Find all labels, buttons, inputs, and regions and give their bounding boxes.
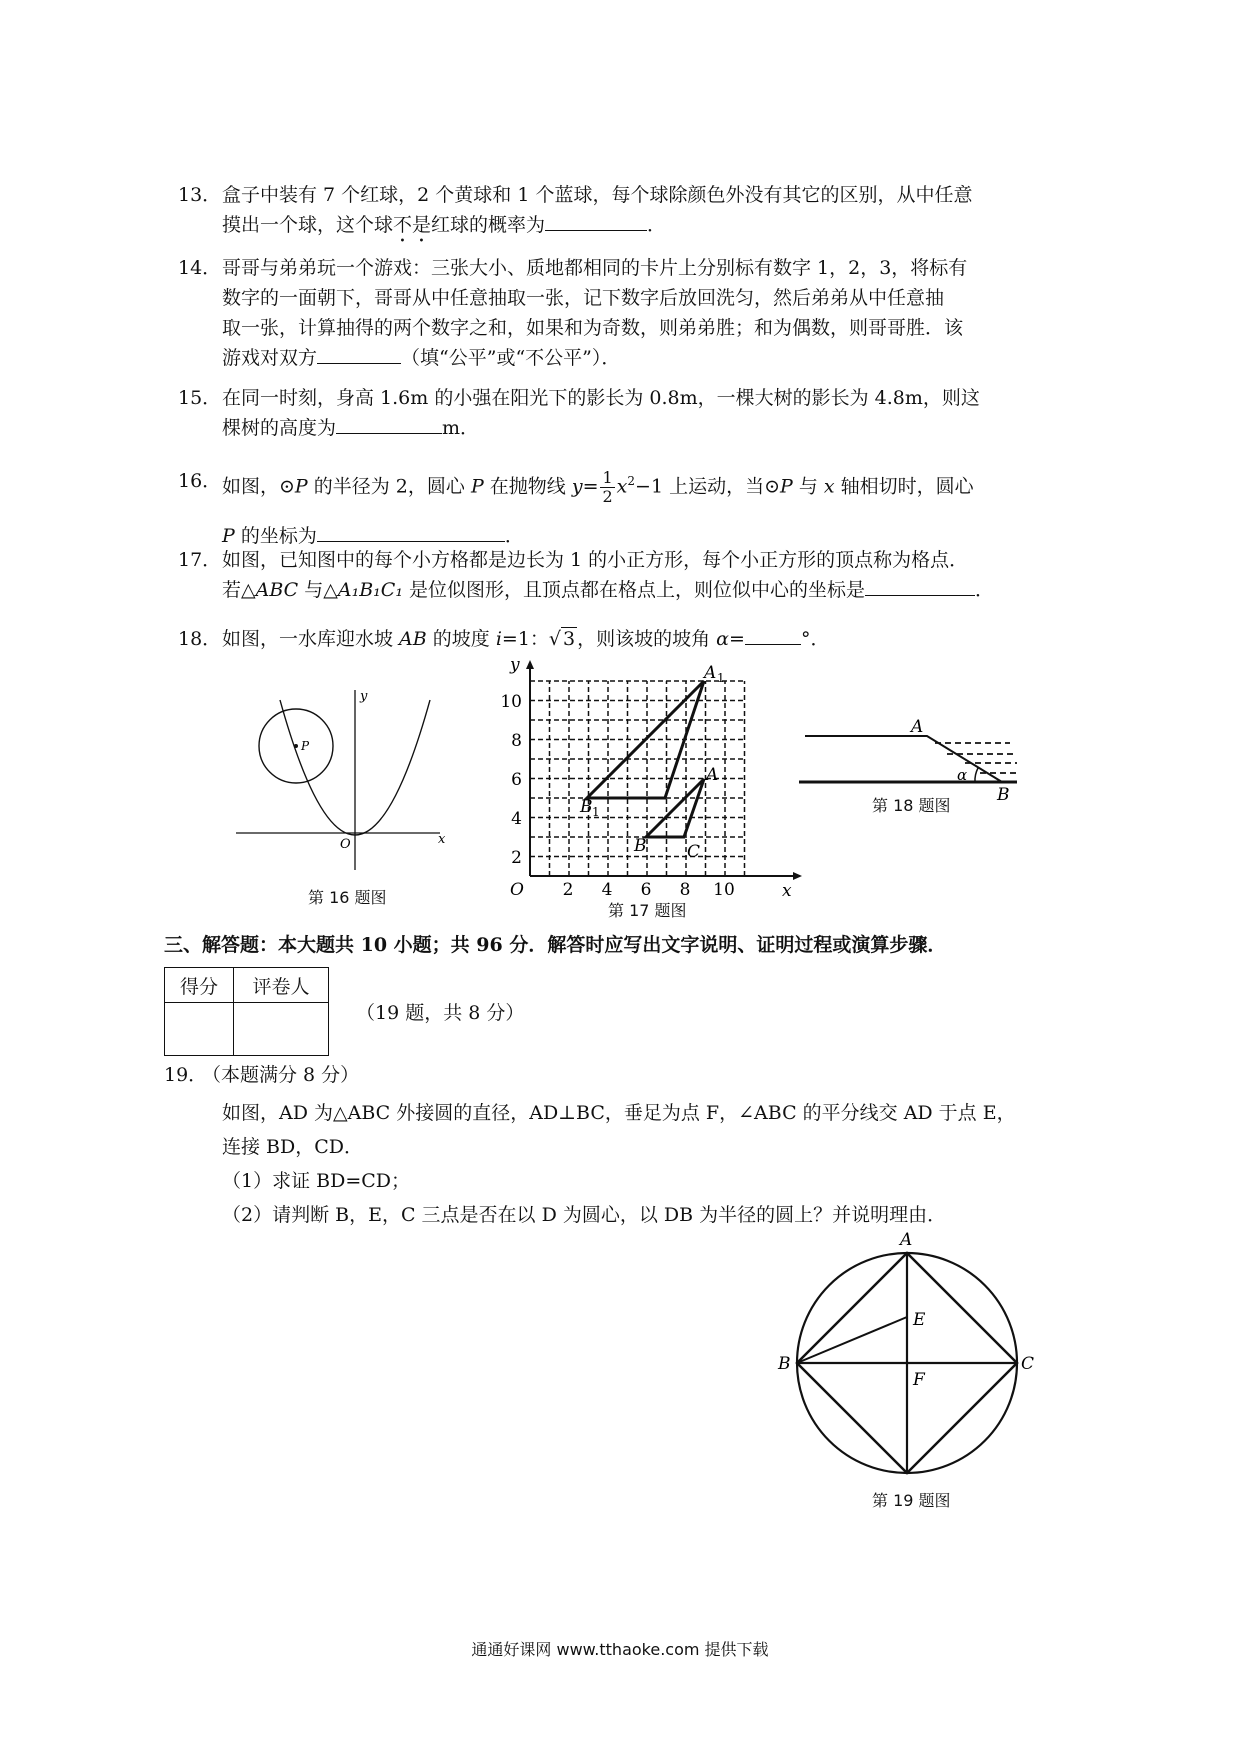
figure-16-caption: 第 16 题图 [308, 888, 387, 907]
y-label: y [510, 655, 520, 675]
triangle-abc [646, 779, 704, 837]
answer-blank[interactable] [317, 523, 505, 542]
figure-19 [775, 1225, 1035, 1475]
variable-i: i [495, 628, 502, 650]
question-text: 与 [792, 475, 824, 498]
exponent: 2 [627, 474, 636, 488]
point-c-label: C [687, 842, 701, 862]
bisector-be [797, 1317, 907, 1363]
variable-p: P [470, 475, 484, 498]
variable-p: P [222, 525, 235, 548]
numerator: 1 [602, 467, 613, 487]
triangle-a1b1c1: A₁B₁C₁ [337, 579, 403, 601]
dam-top-and-slope [805, 736, 1002, 782]
question-text: 在抛物线 [483, 475, 572, 498]
point-a1-label: A [704, 663, 717, 683]
angle-arc [975, 768, 978, 782]
question-heading: （本题满分 8 分） [202, 1064, 360, 1086]
question-text: 如图，一水库迎水坡 [222, 628, 400, 650]
figure-19-caption: 第 19 题图 [872, 1491, 951, 1510]
y-arrow [526, 660, 534, 669]
origin-label: O [510, 880, 524, 900]
point-p-label: P [301, 739, 310, 753]
score-note: （19 题，共 8 分） [356, 1002, 525, 1024]
question-text: 游戏对双方 [222, 347, 318, 369]
x-label: x [782, 881, 792, 900]
question-text: 盒子中装有 7 个红球，2 个黄球和 1 个蓝球，每个球除颜色外没有其它的区别，从中任意 [222, 184, 973, 206]
question-15 [178, 383, 1068, 443]
point-b1-label: B [580, 797, 593, 817]
question-text: 如图，⊙ [222, 475, 295, 498]
fraction [600, 469, 614, 506]
equals-sign: = [729, 628, 745, 650]
figure-18-caption: 第 18 题图 [872, 796, 951, 815]
sqrt-radicand: 3 [563, 628, 576, 650]
answer-blank[interactable] [865, 577, 975, 596]
point-b-label: B [634, 836, 647, 856]
y-tick-label: 2 [511, 848, 522, 868]
figure-17 [490, 650, 810, 900]
variable-x: x [823, 475, 835, 498]
sub-question-1: （1）求证 BD=CD； [222, 1170, 411, 1192]
grader-header: 评卷人 [234, 968, 329, 1003]
question-text: 数字的一面朝下，哥哥从中任意抽取一张，记下数字后放回洗匀，然后弟弟从中任意抽 [222, 287, 945, 309]
question-18: 18． 如图，一水库迎水坡 AB 的坡度 i=1：√ 3 ，则该坡的坡角 α= °． [178, 624, 1068, 654]
question-text: 的坡度 [426, 628, 496, 650]
y-tick-label: 10 [500, 692, 522, 712]
grader-cell[interactable] [234, 1003, 329, 1056]
question-text: 连接 BD，CD． [222, 1136, 364, 1158]
denominator: 2 [602, 486, 613, 506]
question-number: 16． [178, 470, 222, 492]
question-13 [178, 180, 1068, 247]
point-b-label: B [778, 1354, 791, 1374]
question-text: 是位似图形，且顶点都在格点上，则位似中心的坐标是 [402, 579, 865, 601]
y-tick-label: 8 [511, 731, 522, 751]
question-19 [164, 1060, 1054, 1090]
center-point [294, 744, 298, 748]
subscript: 1 [717, 671, 725, 685]
answer-blank[interactable] [336, 415, 442, 434]
answer-blank[interactable] [317, 345, 401, 364]
question-text: 红球的概率为 [431, 214, 546, 236]
question-number: 17． [178, 549, 222, 571]
question-text: °． [800, 628, 830, 650]
equals-sign: = [582, 475, 599, 498]
question-text: 哥哥与弟弟玩一个游戏：三张大小、质地都相同的卡片上分别标有数字 1，2，3，将标有 [222, 257, 968, 279]
score-cell[interactable] [165, 1003, 234, 1056]
score-header: 得分 [165, 968, 234, 1003]
section-heading: 三、解答题：本大题共 10 小题；共 96 分．解答时应写出文字说明、证明过程或演算步骤． [164, 934, 947, 956]
question-number: 14． [178, 257, 222, 279]
segment-ab: AB [399, 628, 427, 650]
answer-blank[interactable] [545, 212, 647, 231]
punctuation: ． [647, 214, 667, 236]
subscript: 1 [592, 805, 600, 819]
footer-credit: 通通好课网 www.tthaoke.com 提供下载 [471, 1640, 769, 1659]
emphasized-text: 不是 [393, 214, 432, 236]
y-label: y [360, 689, 368, 704]
question-text: 若△ [222, 579, 256, 601]
variable-alpha: α [716, 628, 730, 650]
question-number: 15． [178, 387, 222, 409]
question-text: 的半径为 2，圆心 [307, 475, 471, 498]
question-14 [178, 253, 1068, 373]
question-16 [178, 458, 1068, 551]
figure-17-caption: 第 17 题图 [608, 901, 687, 920]
variable-p: P [780, 475, 793, 498]
question-text: 如图，AD 为△ABC 外接圆的直径，AD⊥BC，垂足为点 F，∠ABC 的平分线交 AD 于点 E， [222, 1102, 1016, 1124]
origin-label: O [340, 837, 351, 852]
point-a-label: A [900, 1230, 913, 1250]
question-number: 19． [164, 1064, 208, 1086]
question-text: 如图，已知图中的每个小方格都是边长为 1 的小正方形，每个小正方形的顶点称为格点． [222, 549, 969, 571]
question-text: ，则该坡的坡角 [577, 628, 717, 650]
y-tick-label: 4 [511, 809, 522, 829]
point-f-label: F [913, 1370, 925, 1390]
score-table [164, 967, 329, 1056]
question-19-body [222, 1096, 1016, 1232]
x-tick-label: 8 [679, 880, 691, 900]
x-label: x [438, 832, 446, 847]
x-arrow [793, 872, 802, 880]
variable-y: y [571, 475, 583, 498]
x-tick-label: 10 [713, 880, 735, 900]
answer-blank[interactable] [745, 626, 801, 645]
question-number: 18． [178, 628, 222, 650]
question-text: 轴相切时，圆心 [834, 475, 974, 498]
question-text: 取一张，计算抽得的两个数字之和，如果和为奇数，则弟弟胜；和为偶数，则哥哥胜．该 [222, 317, 964, 339]
question-text: 棵树的高度为 [222, 417, 337, 439]
x-tick-label: 6 [640, 880, 652, 900]
punctuation: ． [504, 525, 524, 548]
x-tick-label: 2 [562, 880, 574, 900]
figure-16 [230, 680, 450, 880]
question-text: 与△ [298, 579, 338, 601]
point-a-label: A [911, 717, 924, 737]
question-number: 13． [178, 184, 222, 206]
question-text: 的坐标为 [234, 525, 317, 548]
question-text: =1： [501, 628, 549, 650]
point-e-label: E [913, 1310, 926, 1330]
sub-question-2: （2）请判断 B，E，C 三点是否在以 D 为圆心，以 DB 为半径的圆上？并说明理由． [222, 1204, 947, 1226]
question-17 [178, 545, 1068, 605]
question-text: −1 上运动，当⊙ [635, 475, 780, 498]
variable-p: P [294, 475, 308, 498]
variable-x: x [616, 475, 628, 498]
punctuation: ． [974, 579, 994, 601]
figure-18 [795, 715, 1035, 805]
x-tick-label: 4 [601, 880, 613, 900]
question-text: m． [442, 417, 480, 439]
question-text: 在同一时刻，身高 1.6m 的小强在阳光下的影长为 0.8m，一棵大树的影长为 4.8m，则这 [222, 387, 980, 409]
question-text: 摸出一个球，这个球 [222, 214, 394, 236]
point-c-label: C [1021, 1354, 1035, 1374]
y-tick-label: 6 [511, 770, 522, 790]
triangle-abc: ABC [255, 579, 299, 601]
angle-alpha-label: α [957, 766, 968, 784]
question-text: （填“公平”或“不公平”）． [401, 347, 621, 369]
point-a-label: A [706, 765, 719, 785]
point-b-label: B [997, 785, 1010, 805]
